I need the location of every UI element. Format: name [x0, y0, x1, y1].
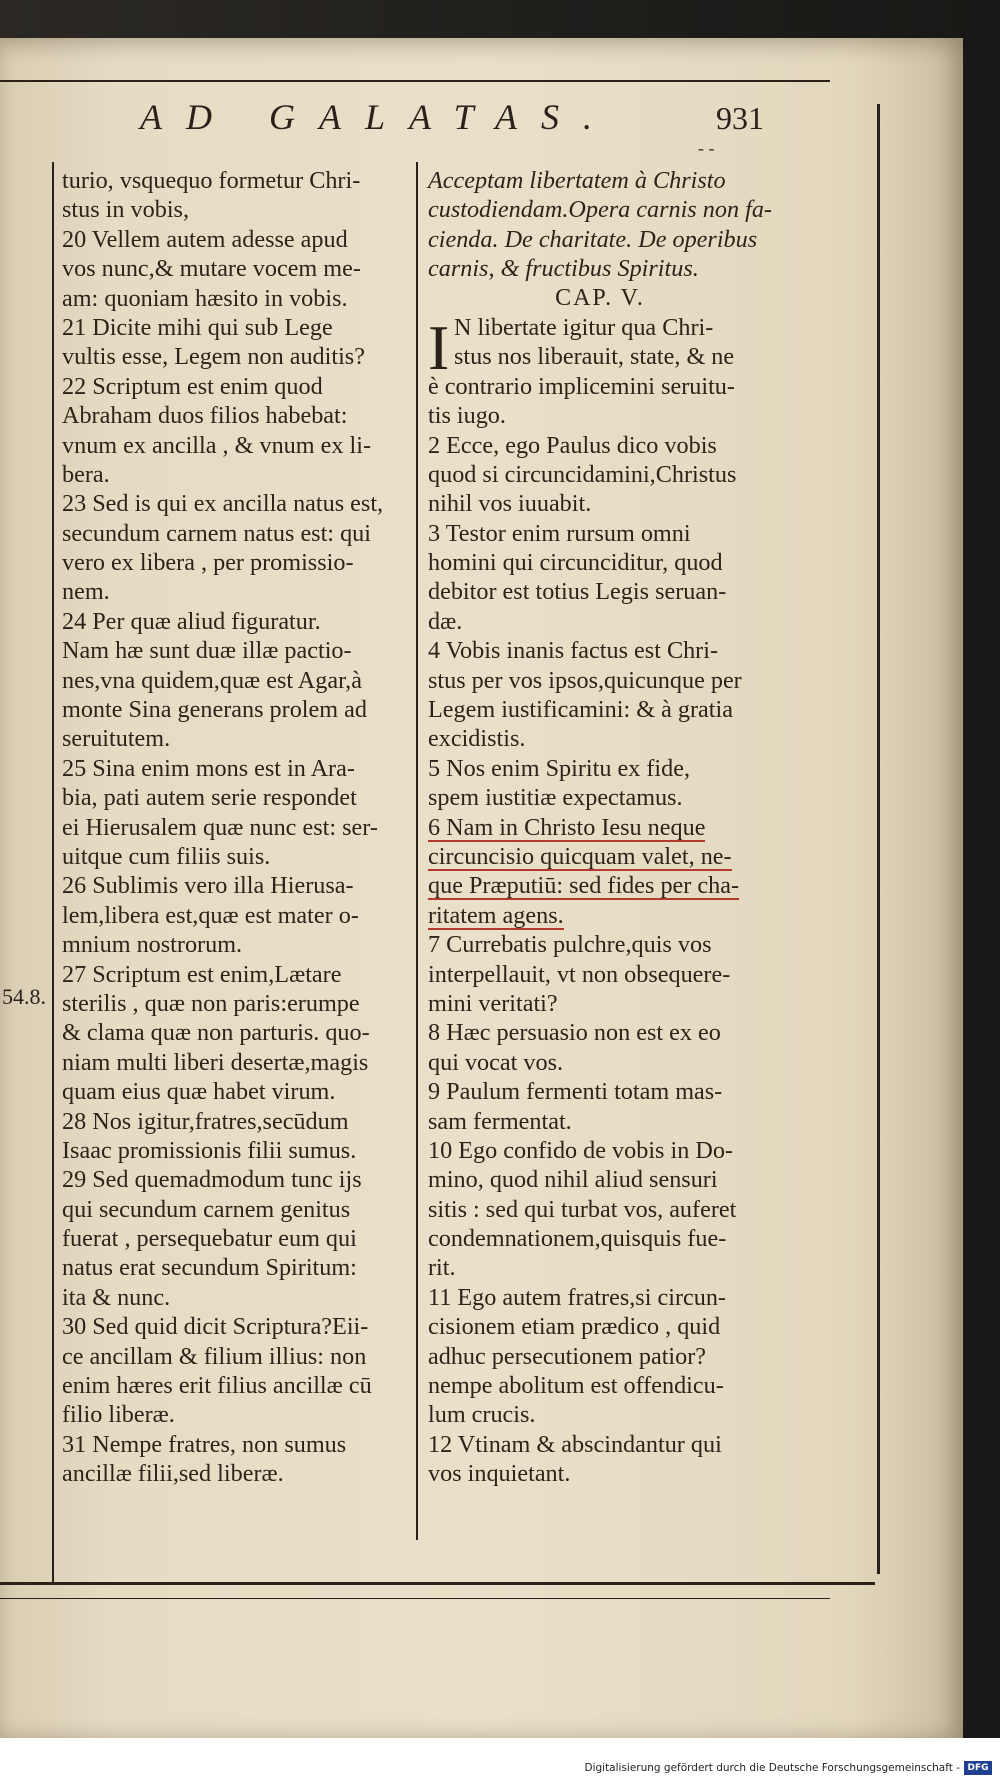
text-line: 23 Sed is qui ex ancilla natus est,: [62, 490, 384, 518]
left-column-rule: [52, 162, 54, 1584]
text-line: seruitutem.: [62, 725, 171, 753]
text-line: stus in vobis,: [62, 196, 190, 224]
text-line: interpellauit, vt non obsequere-: [428, 960, 731, 988]
text-line: Isaac promissionis filii sumus.: [62, 1136, 357, 1164]
text-line: stus nos liberauit, state, & ne: [454, 343, 735, 371]
summary-line: carnis, & fructibus Spiritus.: [428, 255, 699, 283]
text-line: dæ.: [428, 607, 463, 635]
text-line: sterilis , quæ non paris:erumpe: [62, 989, 360, 1017]
chapter-heading: CAP. V.: [555, 284, 645, 311]
text-line: spem iustitiæ expectamus.: [428, 784, 683, 812]
red-underline-annotation: circuncisio quicquam valet, ne-: [428, 842, 732, 870]
text-line: qui vocat vos.: [428, 1048, 564, 1076]
summary-line: custodiendam.Opera carnis non fa-: [428, 196, 772, 224]
drop-cap: I: [428, 312, 450, 383]
text-line: rit.: [428, 1254, 456, 1282]
left-text-column: [62, 166, 408, 1489]
text-line: 20 Vellem autem adesse apud: [62, 225, 348, 253]
bottom-rule-thin: [0, 1598, 830, 1599]
text-line: homini qui circunciditur, quod: [428, 549, 723, 577]
text-line: vnum ex ancilla , & vnum ex li-: [62, 431, 371, 459]
text-line: quam eius quæ habet virum.: [62, 1078, 336, 1106]
text-line: excidistis.: [428, 725, 526, 753]
funding-credit: Digitalisierung gefördert durch die Deutsche Forschungsgemeinschaft -: [584, 1762, 960, 1774]
text-line: turio, vsquequo formetur Chri-: [62, 167, 361, 194]
text-line: 8 Hæc persuasio non est ex eo: [428, 1019, 721, 1047]
text-line: mino, quod nihil aliud sensuri: [428, 1166, 718, 1194]
summary-line: cienda. De charitate. De operibus: [428, 225, 758, 253]
text-line: Legem iustificamini: & à gratia: [428, 696, 733, 724]
text-line: sitis : sed qui turbat vos, auferet: [428, 1195, 737, 1223]
text-line: vos inquietant.: [428, 1460, 571, 1488]
text-line: 12 Vtinam & abscindantur qui: [428, 1430, 722, 1458]
text-line: vero ex libera , per promissio-: [62, 549, 354, 577]
text-line: 11 Ego autem fratres,si circun-: [428, 1283, 726, 1311]
text-line: [428, 901, 772, 930]
text-line: vos nunc,& mutare vocem me-: [62, 255, 361, 283]
text-line: bera.: [62, 460, 110, 488]
text-line: 10 Ego confido de vobis in Do-: [428, 1136, 733, 1164]
right-frame-rule: [877, 104, 880, 1574]
text-line: secundum carnem natus est: qui: [62, 519, 371, 547]
text-line: Abraham duos filios habebat:: [62, 402, 348, 430]
text-line: vultis esse, Legem non auditis?: [62, 343, 365, 371]
text-line: 29 Sed quemadmodum tunc ijs: [62, 1166, 362, 1194]
right-text-column: [428, 166, 772, 1489]
text-line: ei Hierusalem quæ nunc est: ser-: [62, 813, 378, 841]
text-line: niam multi liberi desertæ,magis: [62, 1048, 369, 1076]
text-line: 30 Sed quid dicit Scriptura?Eii-: [62, 1313, 369, 1341]
text-line: 26 Sublimis vero illa Hierusa-: [62, 872, 354, 900]
text-line: nempe abolitum est offendicu-: [428, 1372, 724, 1400]
text-line: 5 Nos enim Spiritu ex fide,: [428, 754, 690, 782]
text-line: lem,libera est,quæ est mater o-: [62, 901, 359, 929]
text-line: ancillæ filii,sed liberæ.: [62, 1460, 284, 1488]
text-line: ita & nunc.: [62, 1283, 171, 1311]
text-line: sam fermentat.: [428, 1107, 572, 1135]
text-line: cisionem etiam prædico , quid: [428, 1313, 721, 1341]
text-line: mini veritati?: [428, 989, 558, 1017]
center-column-rule: [416, 162, 418, 1540]
text-line: è contrario implicemini seruitu-: [428, 372, 735, 400]
text-line: 28 Nos igitur,fratres,secūdum: [62, 1107, 349, 1135]
text-line: 3 Testor enim rursum omni: [428, 519, 691, 547]
text-line: am: quoniam hæsito in vobis.: [62, 284, 348, 312]
margin-note: 54.8.: [2, 984, 46, 1009]
text-line: mnium nostrorum.: [62, 931, 243, 959]
text-line: & clama quæ non parturis. quo-: [62, 1019, 370, 1047]
header-ornament: - -: [698, 138, 715, 158]
text-line: nihil vos iuuabit.: [428, 490, 592, 518]
text-line: 4 Vobis inanis factus est Chri-: [428, 637, 719, 665]
text-line: qui secundum carnem genitus: [62, 1195, 351, 1223]
text-line: debitor est totius Legis seruan-: [428, 578, 727, 606]
red-underline-annotation: 6 Nam in Christo Iesu neque: [428, 813, 706, 841]
text-line: 2 Ecce, ego Paulus dico vobis: [428, 431, 717, 459]
text-line: tis iugo.: [428, 402, 506, 430]
text-line: [428, 871, 772, 900]
text-line: 25 Sina enim mons est in Ara-: [62, 754, 355, 782]
dfg-logo: DFG: [964, 1761, 992, 1775]
text-line: 7 Currebatis pulchre,quis vos: [428, 931, 712, 959]
text-line: fuerat , persequebatur eum qui: [62, 1225, 357, 1253]
text-line: 21 Dicite mihi qui sub Lege: [62, 313, 333, 341]
text-line: [428, 813, 772, 842]
text-line: ce ancillam & filium illius: non: [62, 1342, 367, 1370]
text-line: 31 Nempe fratres, non sumus: [62, 1430, 347, 1458]
text-line: 22 Scriptum est enim quod: [62, 372, 323, 400]
red-underline-annotation: ritatem agens.: [428, 901, 564, 929]
text-line: [428, 842, 772, 871]
text-line: N libertate igitur qua Chri-: [454, 313, 714, 341]
text-line: condemnationem,quisquis fue-: [428, 1225, 727, 1253]
top-rule: [0, 80, 830, 82]
text-line: Nam hæ sunt duæ illæ pactio-: [62, 637, 352, 665]
text-line: quod si circuncidamini,Christus: [428, 460, 737, 488]
text-line: uitque cum filiis suis.: [62, 842, 271, 870]
red-underline-annotation: que Præputiū: sed fides per cha-: [428, 872, 740, 900]
text-line: filio liberæ.: [62, 1401, 175, 1429]
text-line: 27 Scriptum est enim,Lætare: [62, 960, 342, 988]
text-line: 24 Per quæ aliud figuratur.: [62, 607, 321, 635]
page-number: 931: [716, 100, 764, 136]
text-line: lum crucis.: [428, 1401, 536, 1429]
text-line: nem.: [62, 578, 110, 606]
text-line: bia, pati autem serie respondet: [62, 784, 357, 812]
text-line: natus erat secundum Spiritum:: [62, 1254, 357, 1282]
bottom-rule: [0, 1582, 875, 1585]
text-line: monte Sina generans prolem ad: [62, 696, 367, 724]
summary-line: Acceptam libertatem à Christo: [428, 167, 726, 194]
running-title: AD GALATAS.: [140, 97, 616, 137]
text-line: 9 Paulum fermenti totam mas-: [428, 1078, 723, 1106]
chapter-body: [428, 313, 772, 1489]
text-line: adhuc persecutionem patior?: [428, 1342, 707, 1370]
text-line: enim hæres erit filius ancillæ cū: [62, 1372, 372, 1400]
text-line: nes,vna quidem,quæ est Agar,à: [62, 666, 362, 694]
text-line: stus per vos ipsos,quicunque per: [428, 666, 742, 694]
chapter-summary: [428, 166, 772, 284]
